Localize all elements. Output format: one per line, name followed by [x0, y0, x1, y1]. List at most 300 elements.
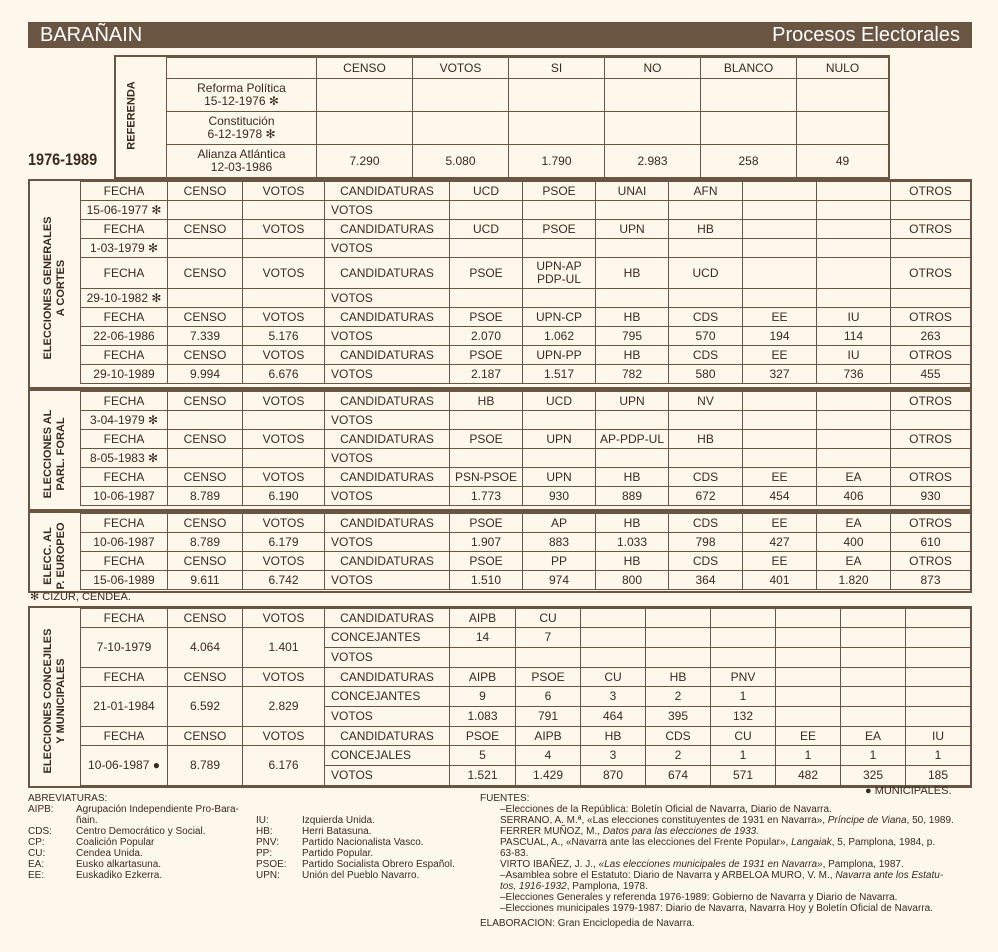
- censo-cell: 4.064: [168, 628, 243, 668]
- values-row: [81, 411, 971, 430]
- value-cell: 1: [711, 746, 776, 766]
- header-row: [81, 668, 971, 687]
- value-cell: 327: [743, 365, 817, 384]
- value-cell: 870: [581, 766, 646, 786]
- abreviatura-key: PP:: [256, 848, 273, 859]
- value-cell: [317, 79, 413, 112]
- value-cell: [669, 411, 743, 430]
- fecha-header: FECHA: [81, 258, 168, 289]
- header-row: [81, 727, 971, 746]
- value-cell: 1.820: [817, 571, 891, 590]
- column-header: CENSO: [317, 58, 413, 79]
- value-cell: 464: [581, 707, 646, 727]
- column-header: NV: [669, 392, 743, 411]
- value-cell: 6.190: [243, 487, 325, 506]
- fuente-text: Príncipe de Viana: [827, 815, 907, 826]
- fuente-line: [500, 892, 970, 903]
- column-header: OTROS: [891, 346, 971, 365]
- column-header: UPN: [596, 220, 669, 239]
- column-header: NULO: [797, 58, 889, 79]
- header-row: [81, 346, 971, 365]
- value-cell: [450, 201, 523, 220]
- referenda-table: [166, 57, 889, 178]
- value-cell: 782: [596, 365, 669, 384]
- column-header: VOTOS: [243, 346, 325, 365]
- referendum-name: [167, 79, 317, 112]
- votos-cell: 6.176: [243, 746, 325, 786]
- value-cell: 1: [906, 746, 971, 766]
- abreviatura-value: ñain.: [76, 815, 98, 826]
- value-cell: 791: [516, 707, 581, 727]
- values-row: [81, 571, 971, 590]
- period-label: 1976-1989: [28, 150, 98, 169]
- abreviatura-value: Herri Batasuna.: [302, 826, 372, 837]
- column-header: EE: [743, 552, 817, 571]
- abreviatura-key: PSOE:: [256, 859, 287, 870]
- value-cell: 1.062: [523, 327, 596, 346]
- column-header: SI: [509, 58, 605, 79]
- referenda-label: REFERENDA: [125, 81, 138, 150]
- column-header: [743, 258, 817, 289]
- value-cell: 325: [841, 766, 906, 786]
- column-header: EA: [817, 514, 891, 533]
- foral-label-line1: ELECCIONES AL: [42, 409, 54, 499]
- europeo-label-line2: P. EUROPEO: [55, 522, 67, 590]
- value-cell: 395: [646, 707, 711, 727]
- abreviatura-value: Cendea Unida.: [76, 848, 143, 859]
- abreviatura-key: EA:: [28, 859, 45, 870]
- value-cell: 5: [450, 746, 516, 766]
- fuente-line: [500, 804, 970, 815]
- foral-label: [42, 389, 68, 519]
- fecha-header: FECHA: [81, 468, 168, 487]
- value-cell: 6.179: [243, 533, 325, 552]
- votos-label: VOTOS: [325, 571, 450, 590]
- value-cell: [523, 239, 596, 258]
- value-cell: [711, 628, 776, 648]
- fuentes-lines: [480, 804, 970, 914]
- column-header: [906, 609, 971, 628]
- referenda-header-row: [167, 58, 889, 79]
- value-cell: [523, 449, 596, 468]
- column-header: CANDIDATURAS: [325, 220, 450, 239]
- column-header: EE: [743, 514, 817, 533]
- fecha-header: FECHA: [81, 552, 168, 571]
- column-header: CDS: [669, 308, 743, 327]
- value-cell: [450, 411, 523, 430]
- value-cell: [168, 289, 243, 308]
- column-header: [841, 668, 906, 687]
- column-header: PSOE: [450, 727, 516, 746]
- value-cell: [596, 201, 669, 220]
- column-header: OTROS: [891, 514, 971, 533]
- value-cell: 14: [450, 628, 516, 648]
- date-cell: 3-04-1979 ✻: [81, 411, 168, 430]
- value-cell: [168, 239, 243, 258]
- column-header: VOTOS: [243, 609, 325, 628]
- value-cell: 2.187: [450, 365, 523, 384]
- column-header: PSOE: [450, 514, 523, 533]
- column-header: AIPB: [450, 668, 516, 687]
- value-cell: 1.907: [450, 533, 523, 552]
- column-header: [906, 668, 971, 687]
- column-header: HB: [596, 346, 669, 365]
- column-header: [817, 182, 891, 201]
- value-cell: 889: [596, 487, 669, 506]
- value-cell: 401: [743, 571, 817, 590]
- value-cell: [168, 449, 243, 468]
- value-cell: 1.790: [509, 145, 605, 178]
- column-header: CANDIDATURAS: [325, 552, 450, 571]
- fuente-text: Langaiak: [791, 837, 832, 848]
- value-cell: [646, 648, 711, 668]
- fuente-text: FERRER MUÑOZ, M.,: [500, 826, 603, 837]
- column-header: OTROS: [891, 220, 971, 239]
- column-header: PSOE: [523, 182, 596, 201]
- column-header: EA: [817, 468, 891, 487]
- value-cell: [669, 289, 743, 308]
- value-cell: 2: [646, 687, 711, 707]
- column-header: CENSO: [168, 308, 243, 327]
- column-header: UNAI: [596, 182, 669, 201]
- value-cell: [906, 648, 971, 668]
- value-cell: [450, 648, 516, 668]
- date-cell: 29-10-1989: [81, 365, 168, 384]
- column-header: PSOE: [450, 308, 523, 327]
- fuente-line: [500, 815, 970, 826]
- value-cell: [317, 112, 413, 145]
- column-header: [817, 430, 891, 449]
- column-header: CANDIDATURAS: [325, 514, 450, 533]
- value-cell: [906, 628, 971, 648]
- value-cell: [168, 411, 243, 430]
- abreviatura-item: [256, 826, 476, 837]
- column-header: CENSO: [168, 430, 243, 449]
- column-header: CANDIDATURAS: [325, 308, 450, 327]
- column-header: VOTOS: [243, 727, 325, 746]
- abreviatura-key: CU:: [28, 848, 46, 859]
- value-cell: [605, 112, 701, 145]
- column-header: HB: [669, 430, 743, 449]
- column-header: CANDIDATURAS: [325, 468, 450, 487]
- votos-cell: 2.829: [243, 687, 325, 727]
- value-cell: 9: [450, 687, 516, 707]
- fuente-line: [500, 859, 970, 870]
- value-cell: [743, 201, 817, 220]
- fecha-header: FECHA: [81, 727, 168, 746]
- column-header: PSOE: [450, 552, 523, 571]
- abreviatura-value: Partido Popular.: [302, 848, 374, 859]
- column-header: CANDIDATURAS: [325, 668, 450, 687]
- column-header: HB: [596, 308, 669, 327]
- value-cell: [841, 648, 906, 668]
- votos-label: VOTOS: [325, 327, 450, 346]
- fecha-header: FECHA: [81, 308, 168, 327]
- value-cell: 610: [891, 533, 971, 552]
- value-cell: [243, 449, 325, 468]
- column-header: CENSO: [168, 220, 243, 239]
- column-header: EA: [841, 727, 906, 746]
- value-cell: 1.033: [596, 533, 669, 552]
- column-header: PSOE: [450, 430, 523, 449]
- date-cell: 15-06-1989: [81, 571, 168, 590]
- value-cell: 883: [523, 533, 596, 552]
- concejales-label: CONCEJANTES: [325, 628, 450, 648]
- referendum-row: [167, 79, 889, 112]
- value-cell: 674: [646, 766, 711, 786]
- fecha-header: FECHA: [81, 346, 168, 365]
- referendum-date: 12-03-1986: [210, 160, 273, 174]
- column-header: EA: [817, 552, 891, 571]
- column-header: PSOE: [450, 258, 523, 289]
- fuente-text: VIRTO IBAÑEZ, J. J.,: [500, 859, 599, 870]
- fuente-text: Navarra ante los Estatu-: [835, 870, 944, 881]
- value-cell: [701, 112, 797, 145]
- column-header: OTROS: [891, 552, 971, 571]
- header-row: [81, 430, 971, 449]
- value-cell: [891, 289, 971, 308]
- abreviatura-key: EE:: [28, 870, 45, 881]
- value-cell: [711, 648, 776, 668]
- column-header: VOTOS: [243, 308, 325, 327]
- foral-table: [80, 391, 971, 506]
- column-header: EE: [743, 468, 817, 487]
- referenda-section: [114, 55, 890, 179]
- fuente-line: [500, 848, 970, 859]
- value-cell: 930: [523, 487, 596, 506]
- value-cell: [581, 628, 646, 648]
- column-header: PSOE: [450, 346, 523, 365]
- values-row: [81, 365, 971, 384]
- value-cell: [523, 411, 596, 430]
- value-cell: [906, 707, 971, 727]
- fecha-header: FECHA: [81, 182, 168, 201]
- value-cell: [243, 239, 325, 258]
- municipales-label: [42, 616, 68, 786]
- column-header: [711, 609, 776, 628]
- abreviatura-key: CDS:: [28, 826, 52, 837]
- value-cell: [776, 628, 841, 648]
- value-cell: [797, 79, 889, 112]
- generales-label-line1: ELECCIONES GENERALES: [42, 216, 54, 360]
- column-header: UCD: [523, 392, 596, 411]
- fecha-header: FECHA: [81, 430, 168, 449]
- column-header: CDS: [669, 346, 743, 365]
- abreviatura-value: Partido Socialista Obrero Español.: [302, 859, 455, 870]
- column-header: NO: [605, 58, 701, 79]
- column-header: [776, 668, 841, 687]
- column-header: UPN-CP: [523, 308, 596, 327]
- date-cell: 1-03-1979 ✻: [81, 239, 168, 258]
- header-row: [81, 514, 971, 533]
- value-cell: [581, 648, 646, 668]
- value-cell: 364: [669, 571, 743, 590]
- value-cell: 406: [817, 487, 891, 506]
- value-cell: [669, 449, 743, 468]
- fuente-text: tos, 1916-1932: [500, 881, 567, 892]
- value-cell: [243, 201, 325, 220]
- referendum-date: 6-12-1978 ✻: [207, 127, 276, 141]
- abreviatura-key: HB:: [256, 826, 273, 837]
- column-header: [581, 609, 646, 628]
- date-cell: 10-06-1987: [81, 487, 168, 506]
- values-row: [81, 449, 971, 468]
- fuente-text: «Las elecciones municipales de 1931 en Navarra»: [598, 859, 823, 870]
- value-cell: 1.521: [450, 766, 516, 786]
- column-header: OTROS: [891, 182, 971, 201]
- fuente-text: , Pamplona, 1987.: [822, 859, 904, 870]
- value-cell: [413, 112, 509, 145]
- value-cell: 1.510: [450, 571, 523, 590]
- value-cell: [669, 239, 743, 258]
- abreviatura-item: [28, 870, 268, 881]
- votos-label: VOTOS: [325, 449, 450, 468]
- value-cell: 930: [891, 487, 971, 506]
- generales-table: [80, 181, 971, 384]
- value-cell: [797, 112, 889, 145]
- municipales-table: [80, 608, 971, 786]
- value-cell: [891, 449, 971, 468]
- column-header: VOTOS: [243, 552, 325, 571]
- referendum-row: [167, 112, 889, 145]
- value-cell: 571: [711, 766, 776, 786]
- abreviatura-key: IU:: [256, 815, 269, 826]
- value-cell: 2.983: [605, 145, 701, 178]
- column-header: AFN: [669, 182, 743, 201]
- column-header: IU: [817, 346, 891, 365]
- column-header: CENSO: [168, 392, 243, 411]
- column-header: UPN-AP PDP-UL: [523, 258, 596, 289]
- column-header: PSN-PSOE: [450, 468, 523, 487]
- generales-label: [42, 193, 68, 383]
- abreviatura-key: UPN:: [256, 870, 280, 881]
- values-row: [81, 487, 971, 506]
- abreviatura-item: [28, 804, 268, 815]
- europeo-label-line1: ELECC. AL: [42, 527, 54, 585]
- column-header: [817, 392, 891, 411]
- value-cell: [509, 112, 605, 145]
- column-header: CENSO: [168, 727, 243, 746]
- fuente-text: –Asamblea sobre el Estatuto: Diario de Navarra y ARBELOA MURO, V. M.,: [500, 870, 836, 881]
- header-row: [81, 609, 971, 628]
- value-cell: 1: [711, 687, 776, 707]
- value-cell: [891, 239, 971, 258]
- column-header: HB: [596, 258, 669, 289]
- header-row: [81, 392, 971, 411]
- censo-cell: 8.789: [168, 746, 243, 786]
- concejales-label: CONCEJALES: [325, 746, 450, 766]
- value-cell: [646, 628, 711, 648]
- fuente-text: –Elecciones municipales 1979-1987: Diario de Navarra, Navarra Hoy y Boletín Oficial de Navarra.: [500, 903, 933, 914]
- value-cell: 7.339: [168, 327, 243, 346]
- column-header: CANDIDATURAS: [325, 258, 450, 289]
- column-header: OTROS: [891, 468, 971, 487]
- column-header: CENSO: [168, 668, 243, 687]
- column-header: CU: [581, 668, 646, 687]
- column-header: CENSO: [168, 182, 243, 201]
- date-cell: 10-06-1987 ●: [81, 746, 168, 786]
- value-cell: [743, 239, 817, 258]
- values-row: [81, 533, 971, 552]
- header-row: [81, 258, 971, 289]
- value-cell: 800: [596, 571, 669, 590]
- values-row: [81, 327, 971, 346]
- votos-label: VOTOS: [325, 533, 450, 552]
- value-cell: 672: [669, 487, 743, 506]
- values-row: [81, 201, 971, 220]
- fuente-text: Datos para las elecciones de 1933.: [602, 826, 759, 837]
- cizur-note: ✻ CIZUR, CENDEA.: [30, 591, 131, 603]
- column-header: CANDIDATURAS: [325, 430, 450, 449]
- fuente-text: PASCUAL, A., «Navarra ante las elecciones del Frente Popular»,: [500, 837, 792, 848]
- column-header: PSOE: [516, 668, 581, 687]
- value-cell: [596, 289, 669, 308]
- abreviaturas-title: ABREVIATURAS:: [28, 793, 108, 804]
- column-header: CDS: [646, 727, 711, 746]
- value-cell: 736: [817, 365, 891, 384]
- concejales-row: [81, 746, 971, 766]
- value-cell: [743, 289, 817, 308]
- column-header: [776, 609, 841, 628]
- value-cell: [743, 411, 817, 430]
- fuente-line: [500, 903, 970, 914]
- value-cell: [523, 201, 596, 220]
- value-cell: 1.083: [450, 707, 516, 727]
- column-header: EE: [776, 727, 841, 746]
- value-cell: 49: [797, 145, 889, 178]
- value-cell: [817, 239, 891, 258]
- column-header: VOTOS: [243, 182, 325, 201]
- abreviatura-value: Coalición Popular: [76, 837, 155, 848]
- value-cell: 185: [906, 766, 971, 786]
- abreviatura-item: [28, 826, 268, 837]
- concejales-row: [81, 628, 971, 648]
- fuentes: [480, 793, 970, 929]
- value-cell: 3: [581, 746, 646, 766]
- column-header: CDS: [669, 514, 743, 533]
- value-cell: [891, 411, 971, 430]
- referendum-name: [167, 112, 317, 145]
- section-title: Procesos Electorales: [772, 24, 960, 46]
- header-row: [81, 308, 971, 327]
- fuente-text: –Elecciones de la República: Boletín Oficial de Navarra, Diario de Navarra.: [500, 804, 832, 815]
- value-cell: [168, 201, 243, 220]
- value-cell: [413, 79, 509, 112]
- abreviatura-item: [256, 848, 476, 859]
- value-cell: [596, 449, 669, 468]
- concejales-row: [81, 687, 971, 707]
- value-cell: 8.789: [168, 487, 243, 506]
- censo-cell: 6.592: [168, 687, 243, 727]
- value-cell: [516, 648, 581, 668]
- elecciones-generales-section: [28, 179, 972, 389]
- column-header: EE: [743, 346, 817, 365]
- value-cell: [776, 648, 841, 668]
- value-cell: 798: [669, 533, 743, 552]
- value-cell: [891, 201, 971, 220]
- column-header: CANDIDATURAS: [325, 182, 450, 201]
- column-header: CANDIDATURAS: [325, 727, 450, 746]
- parlamento-foral-section: [28, 389, 972, 511]
- parlamento-europeo-section: [28, 511, 972, 593]
- value-cell: [817, 201, 891, 220]
- page-header: [28, 22, 972, 48]
- municipales-label-line1: ELECCIONES CONCEJILES: [42, 628, 54, 774]
- value-cell: [817, 449, 891, 468]
- fecha-header: FECHA: [81, 514, 168, 533]
- column-header: PNV: [711, 668, 776, 687]
- municipales-note: ● MUNICIPALES.: [865, 785, 952, 797]
